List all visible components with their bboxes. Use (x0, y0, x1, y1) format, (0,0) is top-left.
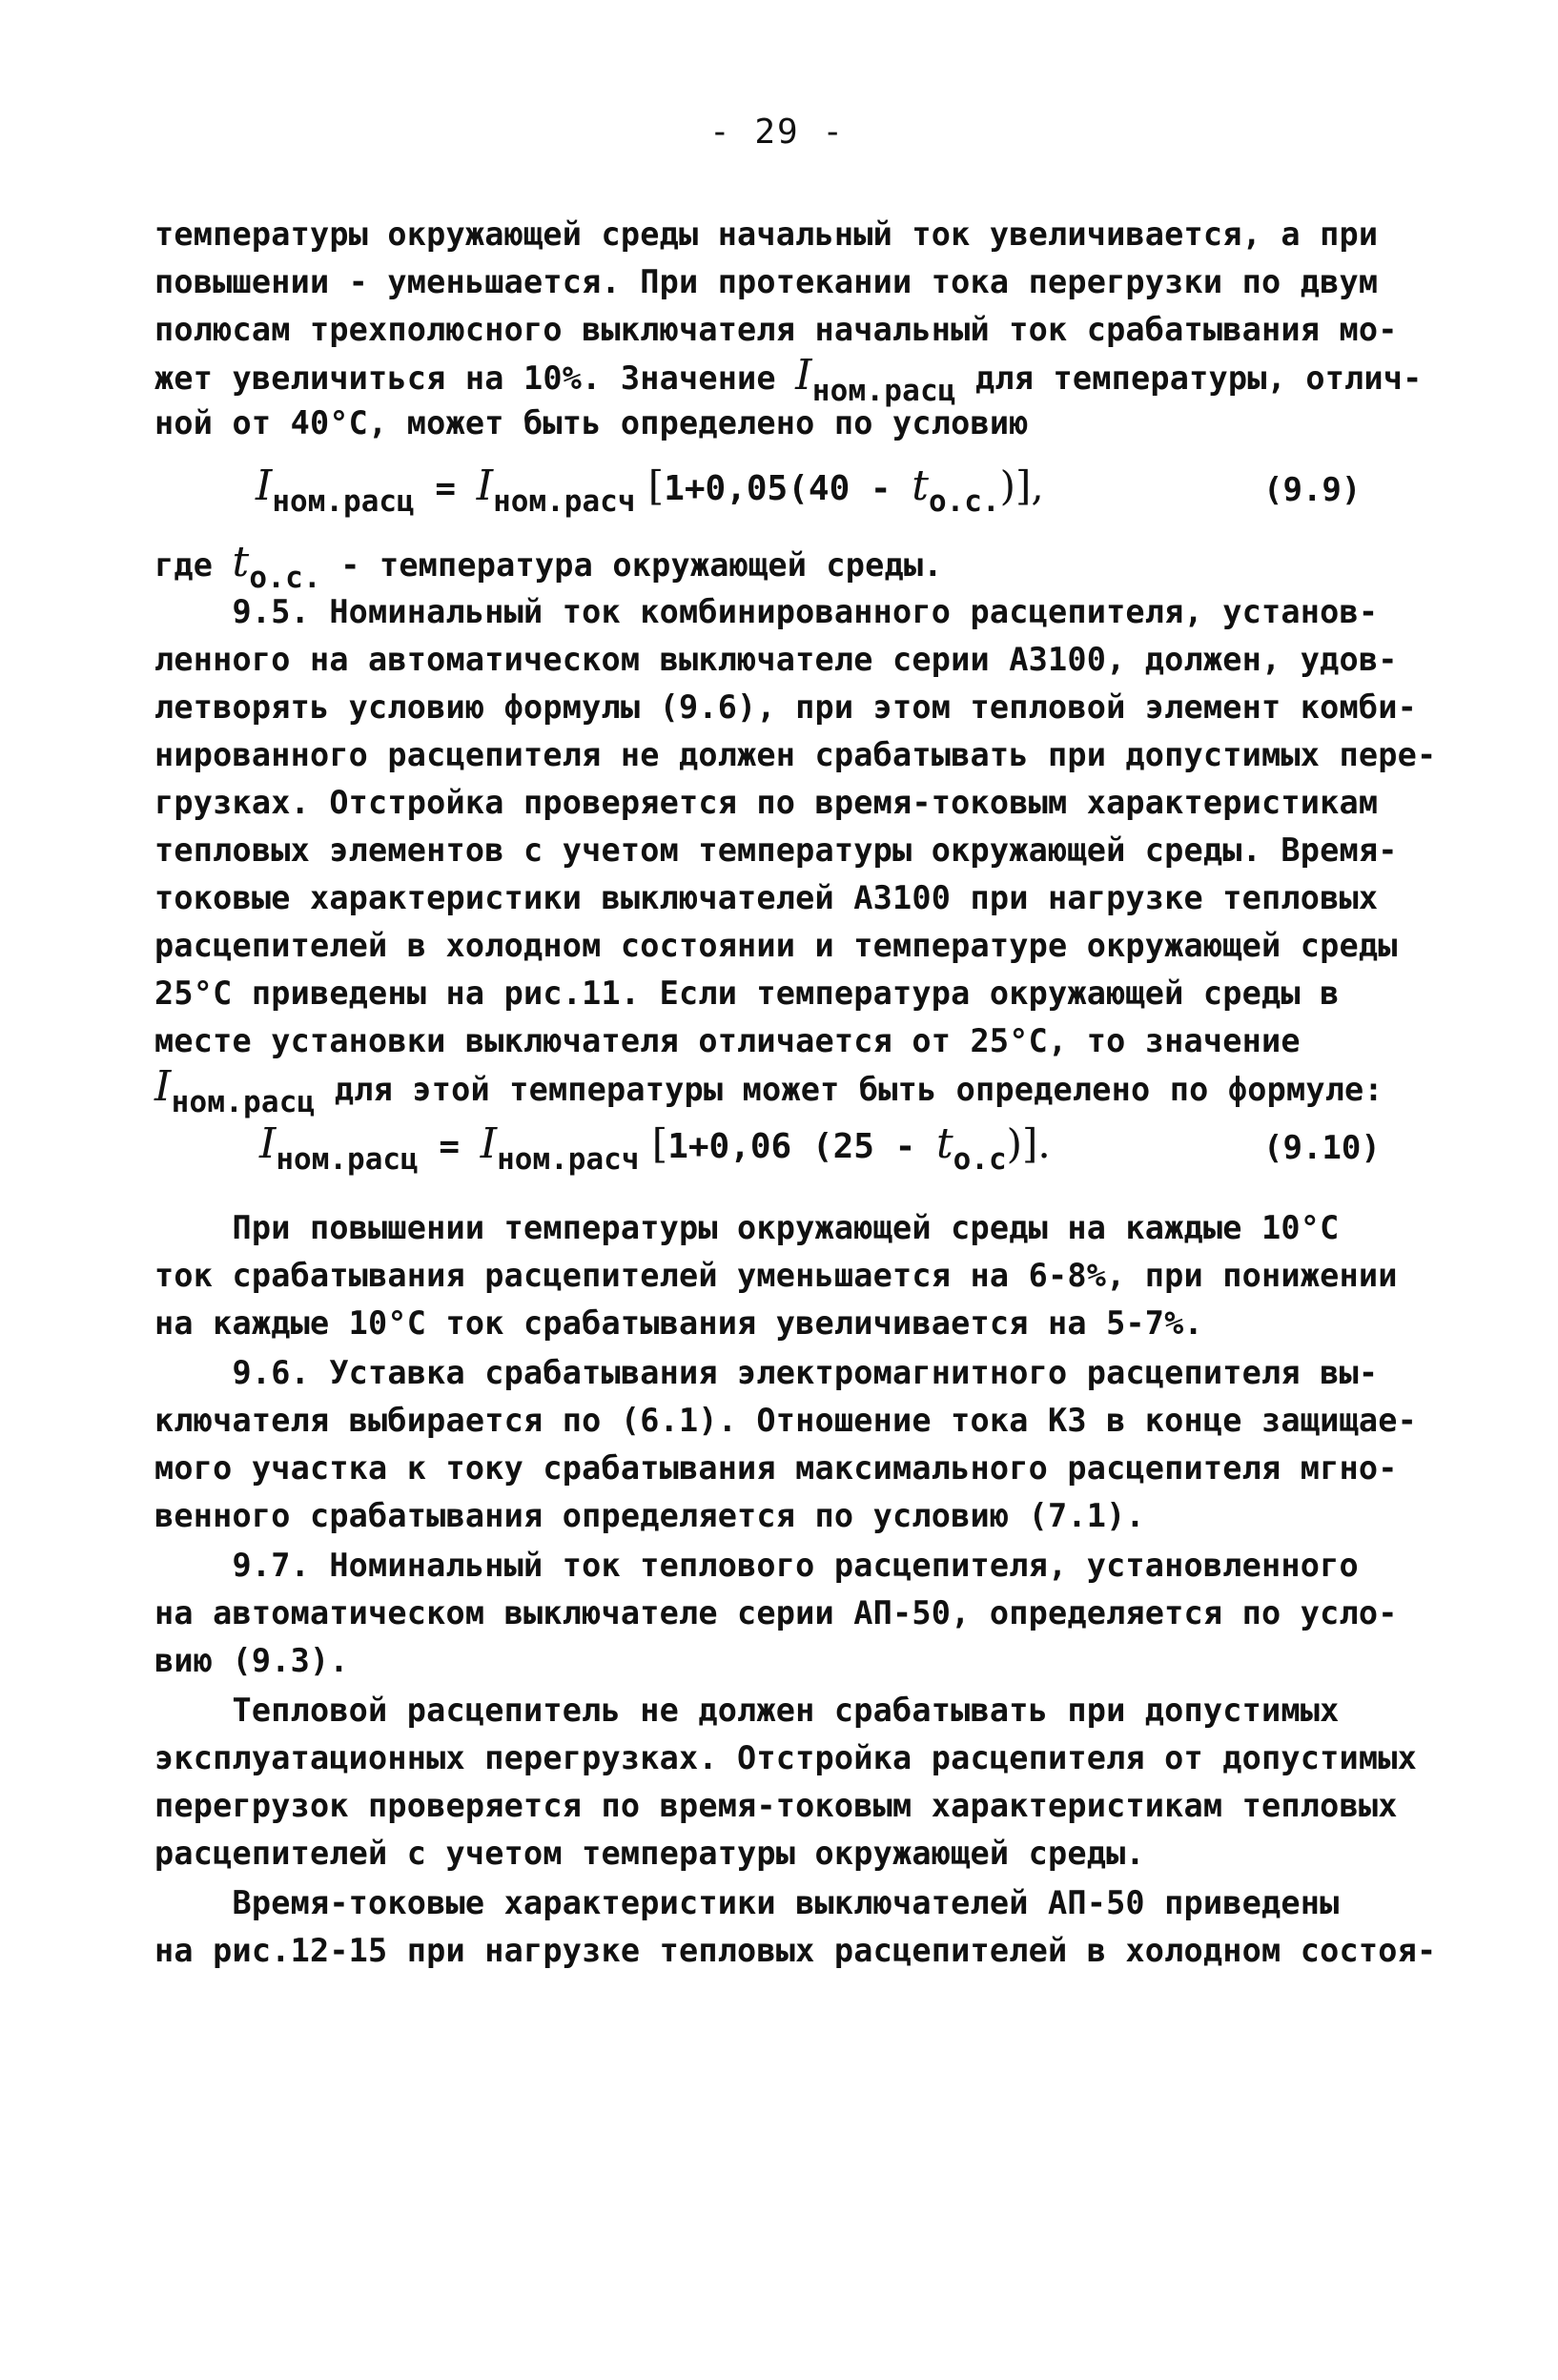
equation-number: (9.10) (1263, 1129, 1381, 1167)
bracket-close: )]. (1006, 1120, 1051, 1167)
text-segment: жет увеличиться на 10%. Значение (154, 359, 796, 397)
text-line: на рис.12-15 при нагрузке тепловых расцепителей в холодном состоя- (154, 1932, 1437, 1969)
text-line: расцепителей в холодном состоянии и температуре окружающей среды (154, 927, 1398, 964)
formula-body: 1+0,06 (25 - (667, 1127, 936, 1166)
text-line: 9.5. Номинальный ток комбинированного расцепителя, установ- (154, 593, 1379, 630)
text-line: ной от 40°С, может быть определено по условию (154, 404, 1029, 441)
text-segment: - температура окружающей среды. (320, 546, 943, 584)
bracket-close: )], (999, 462, 1044, 509)
text-segment: для этой температуры может быть определено по формуле: (315, 1071, 1384, 1108)
text-line: летворять условию формулы (9.6), при этом тепловой элемент комби- (154, 688, 1417, 726)
variable-subscript: ном.расч (493, 484, 636, 519)
text-line: расцепителей с учетом температуры окружающей среды. (154, 1835, 1145, 1872)
variable-subscript: о.с. (928, 484, 1000, 519)
text-line: эксплуатационных перегрузках. Отстройка расцепителя от допустимых (154, 1739, 1417, 1776)
variable-symbol: I (795, 351, 812, 400)
variable-symbol: I (476, 462, 494, 510)
formula-9-10 (259, 1119, 1051, 1177)
variable-symbol: t (232, 538, 250, 586)
text-line: перегрузок проверяется по время-токовым характеристикам тепловых (154, 1787, 1398, 1824)
text-line: тепловых элементов с учетом температуры окружающей среды. Время- (154, 831, 1398, 869)
text-line: полюсам трехполюсного выключателя начальный ток срабатывания мо- (154, 311, 1398, 348)
variable-symbol: I (259, 1119, 277, 1168)
text-line-with-variable (154, 1062, 1384, 1119)
formula-body: 1+0,05(40 - (664, 469, 912, 508)
text-line: грузках. Отстройка проверяется по время-токовым характеристикам (154, 784, 1379, 821)
text-line: венного срабатывания определяется по условию (7.1). (154, 1497, 1145, 1534)
equals-sign: = (418, 1127, 481, 1166)
text-line: 9.7. Номинальный ток теплового расцепителя, установленного (154, 1547, 1359, 1584)
text-line: ключателя выбирается по (6.1). Отношение тока КЗ в конце защищае- (154, 1402, 1417, 1439)
formula-9-9 (256, 462, 1044, 519)
where-line (154, 538, 943, 595)
variable-subscript: о.с. (249, 561, 321, 595)
text-line: повышении - уменьшается. При протекании тока перегрузки по двум (154, 263, 1379, 300)
text-line: температуры окружающей среды начальный ток увеличивается, а при (154, 215, 1379, 253)
variable-subscript: ном.расч (497, 1142, 640, 1177)
text-line: Тепловой расцепитель не должен срабатывать при допустимых (154, 1692, 1340, 1729)
text-line: месте установки выключателя отличается от 25°С, то значение (154, 1022, 1301, 1059)
page-number: - 29 - (708, 113, 846, 152)
bracket-open: [ (639, 1120, 668, 1167)
text-segment: где (154, 546, 233, 584)
variable-subscript: о.с (953, 1142, 1007, 1177)
text-line: При повышении температуры окружающей среды на каждые 10°С (154, 1209, 1340, 1246)
text-line: нированного расцепителя не должен срабатывать при допустимых пере- (154, 736, 1437, 773)
text-line-with-variable (154, 351, 1423, 408)
equals-sign: = (414, 469, 477, 508)
variable-subscript: ном.расц (811, 374, 956, 408)
text-line: Время-токовые характеристики выключателей АП-50 приведены (154, 1884, 1340, 1921)
variable-subscript: ном.расц (171, 1085, 316, 1119)
text-line: 25°С приведены на рис.11. Если температура окружающей среды в (154, 975, 1340, 1012)
text-line: на автоматическом выключателе серии АП-50, определяется по усло- (154, 1594, 1398, 1631)
text-line: вию (9.3). (154, 1642, 349, 1679)
bracket-open: [ (635, 462, 665, 509)
text-line: токовые характеристики выключателей А3100 при нагрузке тепловых (154, 879, 1379, 916)
text-line: мого участка к току срабатывания максимального расцепителя мгно- (154, 1449, 1398, 1487)
variable-symbol: I (256, 462, 273, 510)
variable-subscript: ном.расц (272, 484, 415, 519)
text-line: ток срабатывания расцепителей уменьшается на 6-8%, при понижении (154, 1257, 1398, 1294)
variable-symbol: I (480, 1119, 498, 1168)
variable-symbol: t (912, 462, 929, 510)
equation-number: (9.9) (1263, 471, 1362, 509)
text-line: ленного на автоматическом выключателе серии А3100, должен, удов- (154, 641, 1398, 678)
variable-symbol: t (935, 1119, 953, 1168)
variable-symbol: I (154, 1062, 172, 1111)
variable-subscript: ном.расц (276, 1142, 419, 1177)
text-line: 9.6. Уставка срабатывания электромагнитного расцепителя вы- (154, 1354, 1379, 1391)
text-line: на каждые 10°С ток срабатывания увеличивается на 5-7%. (154, 1304, 1203, 1342)
text-segment: для температуры, отлич- (955, 359, 1423, 397)
